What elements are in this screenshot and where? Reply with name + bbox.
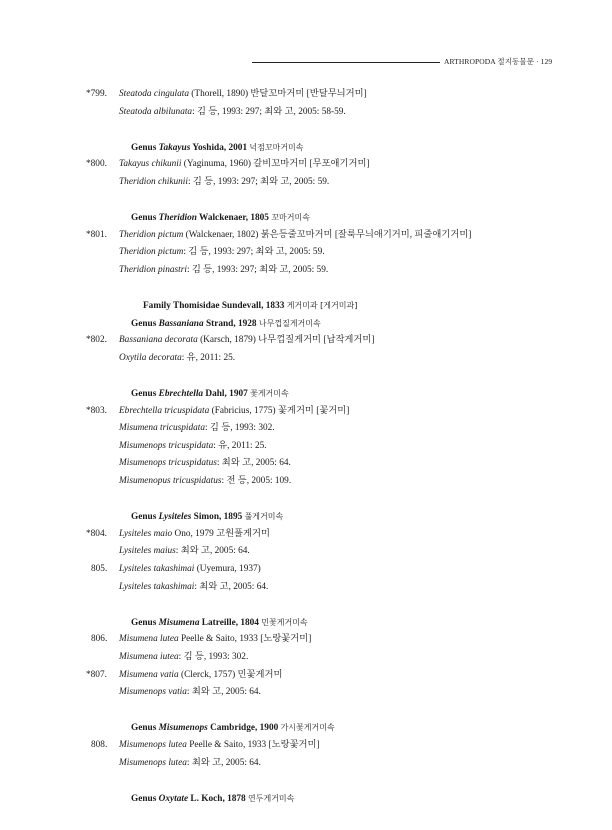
genus-authority: Walckenaer, 1805	[196, 213, 272, 224]
genus-name: Bassaniana	[158, 318, 204, 329]
family-name: Family Thomisidae Sundevall, 1833	[143, 301, 287, 312]
synonym-name: Theridion chikunii	[119, 176, 188, 187]
genus-korean-name: 풀게거미속	[244, 512, 284, 522]
species-authority: (Karsch, 1879) 나무껍질게거미 [납작게거미]	[197, 335, 375, 346]
species-authority: (Fabricius, 1775) 꽃게거미 [꽃거미]	[209, 405, 350, 416]
spacer	[86, 596, 556, 614]
synonym-name: Theridion pinastri	[119, 264, 187, 275]
genus-authority: L. Koch, 1878	[188, 793, 249, 804]
genus-korean-name: 꽃게거미속	[250, 389, 289, 399]
species-list	[86, 86, 556, 807]
synonym-citation: : 김 등, 1993: 302.	[205, 423, 275, 434]
genus-heading	[86, 790, 556, 808]
genus-name: Misumenops	[158, 723, 208, 734]
species-entry	[86, 403, 556, 421]
header-title: ARTHROPODA 절지동물문 · 129	[444, 57, 553, 66]
genus-korean-name: 넉점꼬마거미속	[249, 142, 304, 152]
species-name: Steatoda cingulata	[119, 89, 189, 99]
synonym-entry	[86, 350, 556, 368]
genus-authority: Yoshida, 2001	[190, 142, 250, 153]
genus-korean-name: 나무껍질게거미속	[258, 318, 321, 328]
synonym-name: Misumenops tricuspidata	[119, 440, 214, 451]
spacer	[86, 280, 556, 298]
genus-korean-name: 민꽃게거미속	[261, 617, 308, 627]
species-number: 806.	[91, 634, 108, 645]
synonym-name: Misumenops tricuspidatus	[119, 458, 217, 469]
synonym-entry	[86, 244, 556, 262]
synonym-entry	[86, 473, 556, 491]
synonym-entry	[86, 438, 556, 456]
header-rule	[252, 62, 440, 63]
genus-prefix: Genus	[131, 723, 159, 734]
genus-heading	[86, 139, 556, 157]
synonym-name: Lysiteles takashimai	[119, 581, 195, 592]
species-entry	[86, 227, 556, 245]
synonym-entry	[86, 174, 556, 192]
genus-authority: Dahl, 1907	[203, 389, 251, 400]
synonym-name: Misumenops lutea	[119, 757, 187, 768]
genus-korean-name: 꼬마거미속	[271, 213, 310, 223]
synonym-citation: : 김 등, 1993: 297; 최와 고, 2005: 59.	[186, 264, 329, 275]
genus-prefix: Genus	[131, 213, 159, 224]
synonym-citation: : 김 등, 1993: 297; 최와 고, 2005: 59.	[187, 176, 330, 187]
species-number: *802.	[86, 335, 107, 346]
genus-heading	[86, 614, 556, 632]
synonym-citation: : 최와 고, 2005: 64.	[186, 687, 261, 698]
species-name: Lysiteles takashimai	[119, 564, 195, 575]
genus-prefix: Genus	[131, 389, 159, 400]
spacer	[86, 491, 556, 509]
synonym-citation: : 최와 고, 2005: 64.	[194, 581, 269, 592]
species-authority: (Yaginuma, 1960) 갈비꼬마거미 [무포애기거미]	[181, 159, 370, 170]
genus-heading	[86, 315, 556, 333]
species-authority: Ono, 1979 고원풀게거미	[172, 528, 270, 539]
species-authority: Peelle & Saito, 1933 [노랑꽃거미]	[186, 739, 320, 750]
spacer	[86, 772, 556, 790]
synonym-name: Lysiteles maius	[119, 546, 176, 557]
genus-name: Theridion	[158, 213, 197, 224]
genus-heading	[86, 385, 556, 403]
synonym-entry	[86, 104, 556, 122]
species-entry	[86, 526, 556, 544]
genus-authority: Simon, 1895	[191, 512, 245, 523]
family-korean-name: 게거미과 [게거미과]	[286, 301, 358, 311]
synonym-citation: : 최와 고, 2005: 64.	[175, 546, 250, 557]
species-name: Bassaniana decorata	[119, 335, 198, 346]
genus-authority: Cambridge, 1900	[207, 723, 281, 734]
species-entry	[86, 667, 556, 685]
synonym-citation: : 김 등, 1993: 297; 최와 고, 2005: 59.	[183, 247, 325, 258]
species-entry	[86, 631, 556, 649]
synonym-citation: : 김 등, 1993: 297; 최와 고, 2005: 58-59.	[192, 106, 346, 117]
synonym-citation: : 유, 2011: 25.	[213, 440, 267, 451]
synonym-name: Oxytila decorata	[119, 352, 182, 363]
synonym-entry	[86, 262, 556, 280]
genus-name: Ebrechtella	[158, 389, 204, 400]
species-name: Misumenops lutea	[119, 739, 187, 750]
species-number: *807.	[86, 669, 107, 680]
species-number: *800.	[86, 159, 107, 170]
species-authority: (Walckenaer, 1802) 붉은등줄꼬마거미 [잘룩무늬애기거미, 피줄애기거미]	[183, 229, 472, 240]
species-number: *803.	[86, 405, 107, 416]
genus-heading	[86, 719, 556, 737]
species-entry	[86, 86, 556, 104]
species-entry	[86, 332, 556, 350]
species-name: Takayus chikunii	[119, 159, 182, 170]
genus-name: Lysiteles	[158, 512, 192, 523]
genus-korean-name: 연두게거미속	[248, 793, 295, 803]
running-header	[0, 55, 612, 69]
synonym-name: Misumenops vatia	[119, 687, 187, 698]
spacer	[86, 121, 556, 139]
genus-prefix: Genus	[131, 793, 159, 804]
genus-prefix: Genus	[131, 318, 159, 329]
species-entry	[86, 156, 556, 174]
synonym-citation: : 최와 고, 2005: 64.	[186, 757, 261, 768]
synonym-citation: : 전 등, 2005: 109.	[221, 476, 292, 487]
spacer	[86, 368, 556, 386]
genus-authority: Strand, 1928	[203, 318, 259, 329]
species-entry	[86, 561, 556, 579]
synonym-entry	[86, 649, 556, 667]
genus-heading	[86, 508, 556, 526]
genus-authority: Latreille, 1804	[199, 617, 262, 628]
species-authority: (Uyemura, 1937)	[194, 564, 261, 575]
synonym-entry	[86, 755, 556, 773]
spacer	[86, 702, 556, 720]
synonym-entry	[86, 420, 556, 438]
species-number: 805.	[91, 564, 108, 575]
species-number: 808.	[91, 739, 108, 750]
species-name: Misumena lutea	[119, 634, 179, 645]
species-authority: Peelle & Saito, 1933 [노랑꽃거미]	[178, 634, 312, 645]
synonym-citation: : 최와 고, 2005: 64.	[216, 458, 291, 469]
synonym-entry	[86, 684, 556, 702]
species-number: *804.	[86, 528, 107, 539]
species-number: *801.	[86, 229, 107, 240]
family-heading	[86, 297, 556, 315]
synonym-entry	[86, 543, 556, 561]
synonym-name: Misumena iutea	[119, 652, 179, 662]
synonym-entry	[86, 579, 556, 597]
genus-name: Takayus	[158, 142, 191, 153]
genus-heading	[86, 209, 556, 227]
species-number: *799.	[86, 89, 107, 99]
species-name: Ebrechtella tricuspidata	[119, 405, 210, 416]
synonym-citation: : 김 등, 1993: 302.	[178, 652, 249, 662]
synonym-name: Misumena tricuspidata	[119, 423, 205, 434]
spacer	[86, 192, 556, 210]
genus-prefix: Genus	[131, 512, 159, 523]
synonym-name: Theridion pictum	[119, 247, 184, 258]
synonym-name: Steatoda albilunata	[119, 106, 193, 117]
species-entry	[86, 737, 556, 755]
species-authority: (Thorell, 1890) 반달꼬마거미 [반달무늬거미]	[188, 89, 367, 99]
genus-prefix: Genus	[131, 617, 159, 628]
synonym-citation: : 유, 2011: 25.	[181, 352, 236, 363]
species-name: Theridion pictum	[119, 229, 184, 240]
genus-korean-name: 가시꽃게거미속	[280, 723, 335, 733]
species-name: Misumena vatia	[119, 669, 179, 680]
synonym-entry	[86, 455, 556, 473]
genus-name: Oxytate	[158, 793, 189, 804]
species-name: Lysiteles maio	[119, 528, 173, 539]
genus-name: Misumena	[158, 617, 200, 628]
species-authority: (Clerck, 1757) 민꽃게거미	[178, 669, 283, 680]
synonym-name: Misumenopus tricuspidatus	[119, 476, 222, 487]
genus-prefix: Genus	[131, 142, 159, 153]
